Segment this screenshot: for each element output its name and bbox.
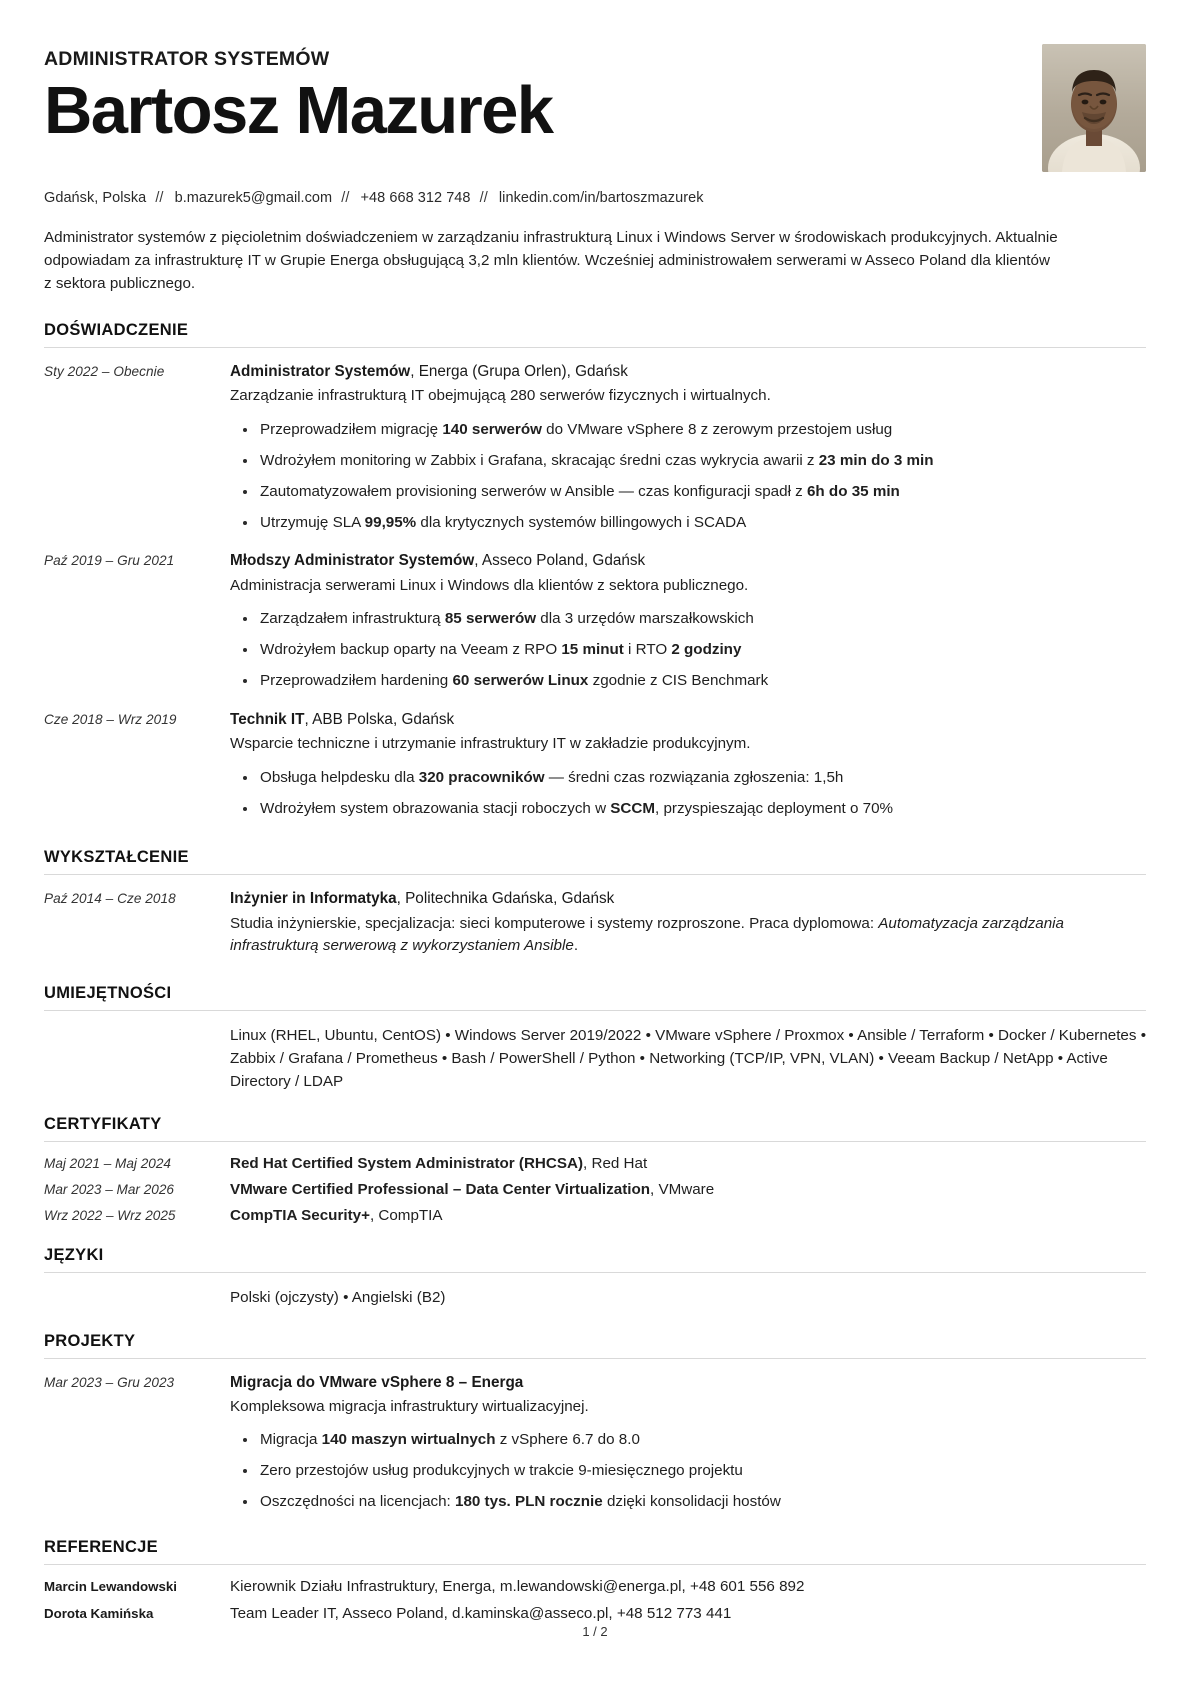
page-title: Bartosz Mazurek [44,73,553,148]
certificate-text [230,1181,1146,1198]
contact-linkedin[interactable]: linkedin.com/in/bartoszmazurek [498,190,704,206]
certificate-name: CompTIA Security+ [230,1207,370,1225]
section-skills [44,984,1146,1093]
certificate-text [230,1207,1146,1224]
section-education [44,848,1146,958]
reference-row [44,1605,1146,1622]
entry-description: Wsparcie techniczne i utrzymanie infrastruktury IT w zakładzie produkcyjnym. [230,734,751,752]
bullet-item: Zarządzałem infrastrukturą 85 serwerów dla 3 urzędów marszałkowskich [260,608,1146,631]
contact-separator-1: // [155,190,164,206]
section-divider [44,1358,1146,1359]
left-gutter [44,1286,230,1309]
bullet-item: Migracja 140 maszyn wirtualnych z vSphere 6.7 do 8.0 [260,1429,1146,1452]
section-divider [44,1010,1146,1011]
section-title-certificates: CERTYFIKATY [44,1115,162,1134]
certificate-row [44,1155,1146,1172]
portrait-icon [1042,44,1146,172]
entry-description: Zarządzanie infrastrukturą IT obejmującą 280 serwerów fizycznych i wirtualnych. [230,387,771,405]
certificate-row [44,1207,1146,1224]
entry-body [230,1372,1146,1516]
bullet-item: Oszczędności na licencjach: 180 tys. PLN rocznie dzięki konsolidacji hostów [260,1491,1146,1514]
page-number: 1 / 2 [582,1624,608,1639]
reference-details: Team Leader IT, Asseco Poland, d.kaminska@asseco.pl, +48 512 773 441 [230,1604,732,1622]
bullet-item: Przeprowadziłem hardening 60 serwerów Linux zgodnie z CIS Benchmark [260,670,1146,693]
resume-header [44,42,1146,172]
experience-entries [44,361,1146,822]
entry-body [230,709,1146,823]
languages-list: Polski (ojczysty) • Angielski (B2) [230,1289,446,1307]
entry-heading [230,550,1146,572]
certificate-issuer: , CompTIA [369,1207,443,1225]
page-footer [0,1624,1190,1639]
project-entry [44,1372,1146,1516]
languages-entry [44,1286,1146,1309]
contact-separator-3: // [479,190,488,206]
entry-date: Sty 2022 – Obecnie [44,364,165,380]
certificate-date: Maj 2021 – Maj 2024 [44,1156,171,1172]
section-title-education: WYKSZTAŁCENIE [44,848,189,867]
education-entry [44,888,1146,958]
entry-bullets [230,767,1146,821]
bullet-item: Wdrożyłem backup oparty na Veeam z RPO 15 minut i RTO 2 godziny [260,639,1146,662]
entry-date: Paź 2014 – Cze 2018 [44,891,176,907]
entry-description: Studia inżynierskie, specjalizacja: sieci komputerowe i systemy rozproszone. Praca dyplomowa: Automatyzacja zarządzania infrastrukturą serwerową z wykorzystaniem Ansible. [230,914,1065,955]
experience-entry [44,550,1146,694]
entry-body [230,888,1146,958]
experience-entry [44,709,1146,823]
bullet-item: Wdrożyłem monitoring w Zabbix i Grafana, skracając średni czas wykrycia awarii z 23 min do 3 min [260,450,1146,473]
header-text-block [44,42,1042,146]
section-languages [44,1246,1146,1309]
entry-title: Technik IT [230,710,305,728]
entry-meta: , Energa (Grupa Orlen), Gdańsk [410,363,628,381]
avatar [1042,44,1146,172]
bullet-item: Zautomatyzowałem provisioning serwerów w Ansible — czas konfiguracji spadł z 6h do 35 min [260,481,1146,504]
entry-title: Młodszy Administrator Systemów [230,552,475,570]
section-experience [44,321,1146,822]
contact-line [44,190,1146,206]
contact-phone[interactable]: +48 668 312 748 [360,190,471,206]
job-title-headline: ADMINISTRATOR SYSTEMÓW [44,48,330,70]
reference-row [44,1578,1146,1595]
professional-summary: Administrator systemów z pięcioletnim doświadczeniem w zarządzaniu infrastrukturą Linux i Windows Server w środowiskach produkcyjnych. Aktualnie odpowiadam za infrastrukturę IT w Grupie Energa obsługującą 3,2 mln klientów. Wcześniej administrowałem serwerami w Asseco Poland dla klientów z sektora publicznego. [44,229,1058,293]
section-divider [44,1564,1146,1565]
skills-list: Linux (RHEL, Ubuntu, CentOS) • Windows Server 2019/2022 • VMware vSphere / Proxmox • Ansible / Terraform • Docker / Kubernetes • Zabbix / Grafana / Prometheus • Bash / PowerShell / Python • Networking (TCP/IP, VPN, VLAN) • Veeam Backup / NetApp • Active Directory / LDAP [230,1027,1147,1091]
section-divider [44,874,1146,875]
experience-entry [44,361,1146,536]
contact-location: Gdańsk, Polska [44,190,147,206]
entry-meta: , Asseco Poland, Gdańsk [474,552,646,570]
entry-heading [230,361,1146,383]
reference-name: Dorota Kamińska [44,1605,154,1621]
section-title-languages: JĘZYKI [44,1246,104,1265]
certificate-name: Red Hat Certified System Administrator (RHCSA) [230,1155,584,1173]
entry-title: Inżynier in Informatyka [230,890,397,908]
entry-title: Migracja do VMware vSphere 8 – Energa [230,1373,524,1391]
entry-date: Mar 2023 – Gru 2023 [44,1374,175,1390]
entry-title: Administrator Systemów [230,363,411,381]
left-gutter [44,1024,230,1093]
section-title-experience: DOŚWIADCZENIE [44,321,189,340]
entry-heading [230,709,1146,731]
section-divider [44,1141,1146,1142]
skills-entry [44,1024,1146,1093]
bullet-item: Utrzymuję SLA 99,95% dla krytycznych systemów billingowych i SCADA [260,512,1146,535]
section-title-skills: UMIEJĘTNOŚCI [44,984,172,1003]
entry-heading [230,1372,1146,1394]
reference-details: Kierownik Działu Infrastruktury, Energa, m.lewandowski@energa.pl, +48 601 556 892 [230,1577,805,1595]
contact-separator-2: // [341,190,350,206]
section-divider [44,1272,1146,1273]
certificate-issuer: , Red Hat [583,1155,648,1173]
entry-bullets [230,419,1146,534]
entry-description: Kompleksowa migracja infrastruktury wirtualizacyjnej. [230,1397,589,1415]
certificate-date: Mar 2023 – Mar 2026 [44,1182,174,1198]
section-title-projects: PROJEKTY [44,1331,136,1350]
bullet-item: Zero przestojów usług produkcyjnych w trakcie 9-miesięcznego projektu [260,1460,1146,1483]
entry-date: Paź 2019 – Gru 2021 [44,553,175,569]
certificate-name: VMware Certified Professional – Data Center Virtualization [230,1181,651,1199]
entry-meta: , Politechnika Gdańska, Gdańsk [396,890,615,908]
section-references [44,1538,1146,1622]
entry-body [230,550,1146,694]
bullet-item: Obsługa helpdesku dla 320 pracowników — średni czas rozwiązania zgłoszenia: 1,5h [260,767,1146,790]
entry-meta: , ABB Polska, Gdańsk [304,710,455,728]
entry-bullets [230,1429,1146,1513]
contact-email[interactable]: b.mazurek5@gmail.com [174,190,333,206]
entry-body [230,361,1146,536]
section-divider [44,347,1146,348]
bullet-item: Wdrożyłem system obrazowania stacji roboczych w SCCM, przyspieszając deployment o 70% [260,798,1146,821]
certificate-row [44,1181,1146,1198]
entry-date: Cze 2018 – Wrz 2019 [44,711,177,727]
entry-bullets [230,608,1146,692]
entry-description: Administracja serwerami Linux i Windows dla klientów z sektora publicznego. [230,576,749,594]
certificate-text [230,1155,1146,1172]
certificate-issuer: , VMware [650,1181,715,1199]
section-certificates [44,1115,1146,1224]
section-projects [44,1332,1146,1516]
certificate-date: Wrz 2022 – Wrz 2025 [44,1208,176,1224]
section-title-references: REFERENCJE [44,1537,158,1556]
bullet-item: Przeprowadziłem migrację 140 serwerów do VMware vSphere 8 z zerowym przestojem usług [260,419,1146,442]
entry-heading [230,888,1146,910]
reference-name: Marcin Lewandowski [44,1578,178,1594]
